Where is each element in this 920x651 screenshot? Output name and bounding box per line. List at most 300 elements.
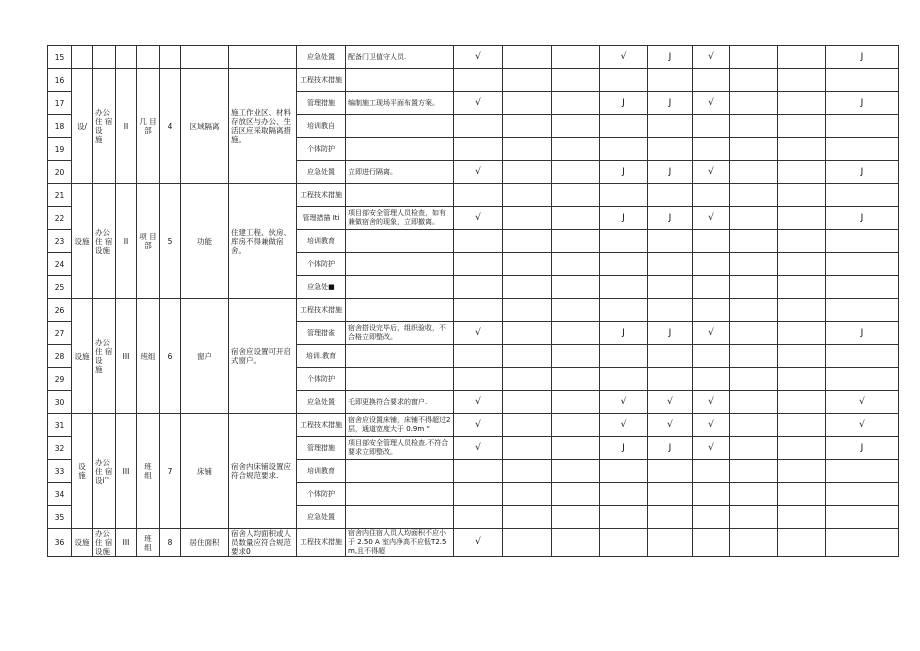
item-name-cell: 床铺 [181, 414, 229, 529]
measure-detail-cell [346, 230, 454, 253]
check-cell [730, 506, 778, 529]
check-cell: √ [826, 414, 899, 437]
facility-cell: 办公 住 宿 设施 [93, 529, 116, 557]
row-number: 16 [48, 69, 72, 92]
check-cell [826, 138, 899, 161]
check-cell [552, 345, 600, 368]
check-cell [454, 138, 503, 161]
check-cell [826, 368, 899, 391]
check-cell [778, 115, 826, 138]
row-number: 32 [48, 437, 72, 460]
check-cell [552, 483, 600, 506]
check-cell [693, 230, 730, 253]
check-cell [730, 322, 778, 345]
category-cell: 设施 [72, 529, 93, 557]
check-cell [600, 69, 648, 92]
check-cell [778, 184, 826, 207]
check-cell [826, 230, 899, 253]
row-number: 21 [48, 184, 72, 207]
check-cell [552, 529, 600, 557]
check-cell: √ [454, 529, 503, 557]
check-cell: J [648, 92, 693, 115]
measure-detail-cell: 宿舍搭设完毕后，组织验收，不合格立即整改。 [346, 322, 454, 345]
owner-cell: 班 组 [137, 414, 160, 529]
check-cell [552, 115, 600, 138]
check-cell: √ [648, 414, 693, 437]
check-cell [600, 115, 648, 138]
check-cell [600, 299, 648, 322]
check-cell [730, 161, 778, 184]
check-cell [454, 299, 503, 322]
check-cell [648, 230, 693, 253]
measure-type-cell: 个体防护 [297, 483, 346, 506]
measure-type-cell: 个体防护 [297, 368, 346, 391]
check-cell [730, 391, 778, 414]
check-cell [693, 184, 730, 207]
check-cell [600, 483, 648, 506]
check-cell [454, 506, 503, 529]
check-cell [826, 506, 899, 529]
check-cell [730, 437, 778, 460]
check-cell [454, 460, 503, 483]
check-cell [826, 184, 899, 207]
measure-type-cell: 工程技术措施 [297, 529, 346, 557]
check-cell: J [648, 161, 693, 184]
check-cell [552, 506, 600, 529]
level-cell: II [116, 69, 137, 184]
check-cell [693, 460, 730, 483]
check-cell [454, 69, 503, 92]
measure-type-cell: 应急处■ [297, 276, 346, 299]
check-cell [778, 345, 826, 368]
check-cell [503, 322, 552, 345]
check-cell: √ [826, 391, 899, 414]
owner-cell: 班组 [137, 299, 160, 414]
measure-type-cell: 培训教育 [297, 460, 346, 483]
row-number: 15 [48, 46, 72, 69]
row-number: 29 [48, 368, 72, 391]
check-cell [778, 46, 826, 69]
check-cell [778, 529, 826, 557]
check-cell [778, 92, 826, 115]
table-row [48, 184, 899, 207]
level-cell: II [116, 184, 137, 299]
check-cell: √ [454, 322, 503, 345]
row-number: 19 [48, 138, 72, 161]
table-row [48, 414, 899, 437]
check-cell [600, 138, 648, 161]
check-cell [648, 345, 693, 368]
check-cell [503, 391, 552, 414]
check-cell [503, 414, 552, 437]
empty-cell [116, 46, 137, 69]
check-cell [778, 207, 826, 230]
check-cell: J [600, 437, 648, 460]
check-cell [648, 276, 693, 299]
check-cell: √ [454, 414, 503, 437]
check-cell [693, 253, 730, 276]
check-cell [454, 483, 503, 506]
check-cell: √ [600, 391, 648, 414]
table-row [48, 46, 899, 69]
check-cell [600, 368, 648, 391]
check-cell [826, 529, 899, 557]
check-cell [648, 460, 693, 483]
check-cell [778, 368, 826, 391]
check-cell [778, 322, 826, 345]
measure-type-cell: 个体防护 [297, 253, 346, 276]
check-cell [730, 115, 778, 138]
measure-detail-cell [346, 368, 454, 391]
hazard-measure-table [47, 45, 899, 557]
measure-detail-cell [346, 115, 454, 138]
check-cell: √ [693, 161, 730, 184]
check-cell: J [648, 437, 693, 460]
check-cell: J [648, 207, 693, 230]
item-name-cell: 居住面积 [181, 529, 229, 557]
item-number-cell: 6 [160, 299, 181, 414]
check-cell [503, 138, 552, 161]
check-cell [778, 276, 826, 299]
check-cell [778, 69, 826, 92]
check-cell [730, 253, 778, 276]
row-number: 27 [48, 322, 72, 345]
empty-cell [181, 46, 229, 69]
row-number: 34 [48, 483, 72, 506]
check-cell [648, 368, 693, 391]
check-cell [552, 460, 600, 483]
check-cell [730, 345, 778, 368]
check-cell [552, 161, 600, 184]
empty-cell [229, 46, 297, 69]
check-cell [503, 230, 552, 253]
row-number: 17 [48, 92, 72, 115]
check-cell [454, 230, 503, 253]
check-cell [778, 391, 826, 414]
check-cell [693, 138, 730, 161]
category-cell: 设施 [72, 299, 93, 414]
measure-type-cell: 应急处置 [297, 391, 346, 414]
check-cell [503, 506, 552, 529]
check-cell: J [826, 92, 899, 115]
check-cell [826, 69, 899, 92]
check-cell [778, 460, 826, 483]
measure-type-cell: 管理措雀 [297, 322, 346, 345]
empty-cell [72, 46, 93, 69]
check-cell [552, 207, 600, 230]
check-cell: J [600, 322, 648, 345]
check-cell: √ [693, 207, 730, 230]
check-cell: J [826, 437, 899, 460]
table-row [48, 299, 899, 322]
check-cell [454, 276, 503, 299]
check-cell [778, 483, 826, 506]
check-cell [730, 460, 778, 483]
measure-detail-cell [346, 184, 454, 207]
row-number: 31 [48, 414, 72, 437]
check-cell: √ [648, 391, 693, 414]
check-cell: √ [693, 46, 730, 69]
check-cell [503, 368, 552, 391]
check-cell [600, 276, 648, 299]
check-cell [693, 483, 730, 506]
measure-type-cell: 工程技术措施 [297, 69, 346, 92]
check-cell [552, 322, 600, 345]
check-cell [552, 230, 600, 253]
check-cell: √ [693, 414, 730, 437]
measure-detail-cell: 项目部安全管理人员检查.不符合要求立即整改。 [346, 437, 454, 460]
check-cell [693, 345, 730, 368]
row-number: 22 [48, 207, 72, 230]
check-cell [826, 345, 899, 368]
requirement-cell: 宿舍应设置可开启式窗户。 [229, 299, 297, 414]
row-number: 28 [48, 345, 72, 368]
check-cell [648, 115, 693, 138]
measure-type-cell: 应急处置 [297, 46, 346, 69]
check-cell [730, 184, 778, 207]
check-cell [730, 368, 778, 391]
category-cell: 设 施 [72, 414, 93, 529]
facility-cell: 办公 住 宿 设 施 [93, 299, 116, 414]
row-number: 33 [48, 460, 72, 483]
check-cell: √ [693, 391, 730, 414]
check-cell: J [826, 207, 899, 230]
check-cell [693, 299, 730, 322]
check-cell [503, 460, 552, 483]
check-cell [730, 92, 778, 115]
check-cell [778, 230, 826, 253]
check-cell: √ [693, 437, 730, 460]
measure-detail-cell [346, 253, 454, 276]
check-cell [778, 506, 826, 529]
category-cell: 设/ [72, 69, 93, 184]
check-cell [648, 184, 693, 207]
facility-cell: 办公 住 宿 设施 [93, 184, 116, 299]
check-cell: √ [454, 437, 503, 460]
check-cell [648, 253, 693, 276]
row-number: 20 [48, 161, 72, 184]
check-cell [693, 115, 730, 138]
check-cell [503, 184, 552, 207]
measure-type-cell: 管理措施 [297, 437, 346, 460]
check-cell [552, 69, 600, 92]
measure-type-cell: 应急处置 [297, 506, 346, 529]
check-cell [730, 414, 778, 437]
check-cell [693, 368, 730, 391]
row-number: 25 [48, 276, 72, 299]
empty-cell [93, 46, 116, 69]
item-number-cell: 7 [160, 414, 181, 529]
item-name-cell: 功能 [181, 184, 229, 299]
check-cell [778, 161, 826, 184]
check-cell [503, 276, 552, 299]
check-cell [503, 92, 552, 115]
row-number: 18 [48, 115, 72, 138]
row-number: 36 [48, 529, 72, 557]
check-cell [503, 299, 552, 322]
check-cell: J [600, 161, 648, 184]
measure-detail-cell [346, 483, 454, 506]
table-row [48, 69, 899, 92]
measure-detail-cell [346, 506, 454, 529]
check-cell [778, 138, 826, 161]
check-cell [503, 69, 552, 92]
check-cell [778, 437, 826, 460]
item-number-cell: 8 [160, 529, 181, 557]
check-cell [552, 299, 600, 322]
measure-detail-cell: 编制施工现场平面布置方案。 [346, 92, 454, 115]
check-cell [648, 69, 693, 92]
check-cell: J [600, 207, 648, 230]
row-number: 26 [48, 299, 72, 322]
measure-detail-cell [346, 276, 454, 299]
check-cell [503, 207, 552, 230]
check-cell [730, 230, 778, 253]
check-cell: √ [454, 161, 503, 184]
item-number-cell: 5 [160, 184, 181, 299]
measure-detail-cell: 乇即更换符合要求的窗户. [346, 391, 454, 414]
check-cell [552, 368, 600, 391]
check-cell [693, 529, 730, 557]
check-cell [778, 414, 826, 437]
check-cell: √ [454, 207, 503, 230]
check-cell [778, 253, 826, 276]
table-row [48, 529, 899, 557]
check-cell [826, 483, 899, 506]
measure-type-cell: 个体防护 [297, 138, 346, 161]
check-cell [648, 506, 693, 529]
level-cell: III [116, 414, 137, 529]
check-cell [693, 276, 730, 299]
requirement-cell: 宿舍人均面积或人员数量应符合规范要求0 [229, 529, 297, 557]
item-name-cell: 区域隔离 [181, 69, 229, 184]
measure-type-cell: 工程技术措施 [297, 299, 346, 322]
check-cell [552, 414, 600, 437]
owner-cell: 班 组 [137, 529, 160, 557]
owner-cell: 项 目 部 [137, 184, 160, 299]
check-cell [454, 345, 503, 368]
measure-type-cell: 应急处置 [297, 161, 346, 184]
check-cell [730, 69, 778, 92]
measure-type-cell: 管理措施 [297, 92, 346, 115]
check-cell [552, 138, 600, 161]
check-cell [693, 69, 730, 92]
level-cell: III [116, 529, 137, 557]
check-cell [826, 299, 899, 322]
measure-detail-cell [346, 345, 454, 368]
requirement-cell: 施工作业区、材料存放区与办公、生活区应采取隔离措施。 [229, 69, 297, 184]
check-cell: J [826, 46, 899, 69]
measure-detail-cell: 宿舍应设置床铺，床铺不得超过2层，通道宽度大于 0.9m “ [346, 414, 454, 437]
measure-type-cell: 工程技术措施 [297, 184, 346, 207]
check-cell [693, 506, 730, 529]
check-cell [552, 391, 600, 414]
check-cell [730, 138, 778, 161]
measure-type-cell: 培训教自 [297, 115, 346, 138]
check-cell [600, 345, 648, 368]
check-cell [600, 460, 648, 483]
check-cell [600, 184, 648, 207]
check-cell [826, 276, 899, 299]
check-cell [552, 276, 600, 299]
facility-cell: 办公 住 宿 设i’' [93, 414, 116, 529]
check-cell [826, 253, 899, 276]
check-cell [503, 46, 552, 69]
row-number: 35 [48, 506, 72, 529]
check-cell [503, 483, 552, 506]
requirement-cell: 宿舍内床铺设置应符合规范要求. [229, 414, 297, 529]
measure-detail-cell [346, 138, 454, 161]
measure-detail-cell: 宿舍内住宿人员人均面积不应小于 2.50 A 室内净高不应低T2.5m,且不得超 [346, 529, 454, 557]
check-cell [503, 345, 552, 368]
check-cell [503, 161, 552, 184]
check-cell [648, 138, 693, 161]
check-cell [730, 207, 778, 230]
check-cell [730, 299, 778, 322]
check-cell: J [826, 161, 899, 184]
check-cell: √ [693, 322, 730, 345]
check-cell [552, 46, 600, 69]
measure-detail-cell [346, 460, 454, 483]
check-cell: √ [693, 92, 730, 115]
check-cell [600, 230, 648, 253]
check-cell [600, 253, 648, 276]
item-number-cell: 4 [160, 69, 181, 184]
check-cell [454, 184, 503, 207]
row-number: 24 [48, 253, 72, 276]
measure-type-cell: 培训.教育 [297, 345, 346, 368]
check-cell [730, 46, 778, 69]
check-cell [730, 483, 778, 506]
check-cell [552, 437, 600, 460]
measure-type-cell: 培训教育 [297, 230, 346, 253]
measure-detail-cell: 立即进行隔离。 [346, 161, 454, 184]
check-cell: J [648, 46, 693, 69]
check-cell [648, 529, 693, 557]
empty-cell [137, 46, 160, 69]
row-number: 30 [48, 391, 72, 414]
requirement-cell: 住建工程、伙房、库房不得兼做宿舍。 [229, 184, 297, 299]
level-cell: III [116, 299, 137, 414]
check-cell [552, 92, 600, 115]
check-cell [826, 460, 899, 483]
check-cell [503, 437, 552, 460]
check-cell [600, 529, 648, 557]
check-cell: √ [454, 391, 503, 414]
measure-detail-cell [346, 69, 454, 92]
check-cell [454, 368, 503, 391]
item-name-cell: 窗户 [181, 299, 229, 414]
check-cell: √ [600, 414, 648, 437]
check-cell [778, 299, 826, 322]
check-cell [454, 115, 503, 138]
check-cell [826, 115, 899, 138]
check-cell [552, 253, 600, 276]
check-cell [503, 115, 552, 138]
check-cell [503, 529, 552, 557]
measure-detail-cell: 项目部安全管理人员检查，如有兼做宿舍的现象，立即撤离。 [346, 207, 454, 230]
measure-type-cell: 管理措描 Iti [297, 207, 346, 230]
check-cell [730, 276, 778, 299]
check-cell [648, 483, 693, 506]
facility-cell: 办公 住 宿 设 施 [93, 69, 116, 184]
row-number: 23 [48, 230, 72, 253]
check-cell [600, 506, 648, 529]
check-cell: J [648, 322, 693, 345]
check-cell [648, 299, 693, 322]
check-cell [454, 253, 503, 276]
check-cell: √ [454, 46, 503, 69]
